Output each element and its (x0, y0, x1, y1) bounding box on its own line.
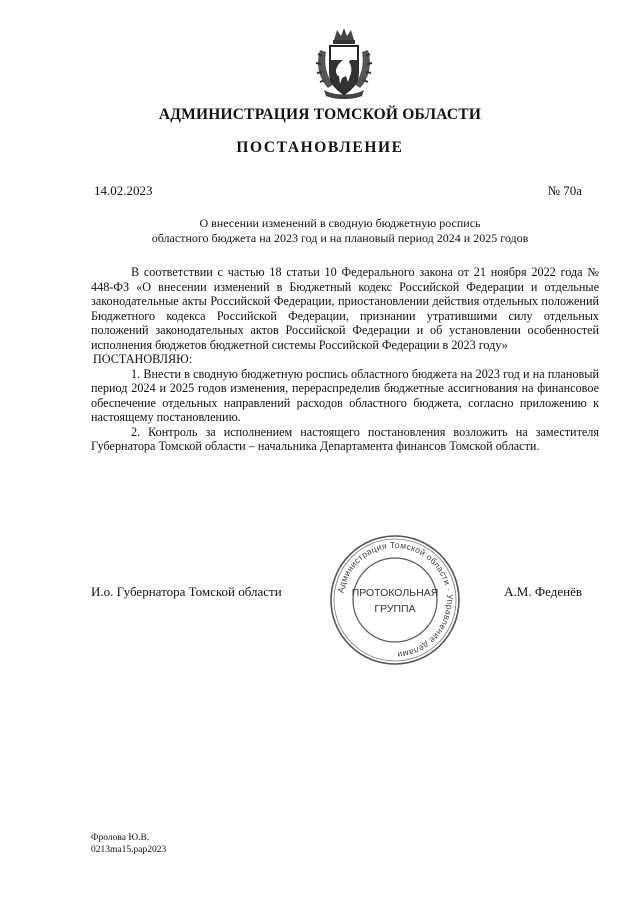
subject-line: областного бюджета на 2023 год и на плановый период 2024 и 2025 годов (151, 231, 529, 245)
order-item-1: 1. Внести в сводную бюджетную роспись областного бюджета на 2023 год и на плановый период 2024 и 2025 годов изменения, перераспределив бюджетные ассигнования на финансовое обеспечение отдельных направлений расходов областного бюджета, согласно приложению к настоящему постановлению. (91, 366, 599, 424)
file-reference: 0213ma15.рар2023 (91, 845, 167, 855)
footer (91, 832, 166, 856)
executor-name: Фролова Ю.В. (91, 833, 150, 843)
stamp-center-line-2: ГРУППА (374, 603, 416, 615)
preamble-paragraph: В соответствии с частью 18 статьи 10 Федерального закона от 21 ноября 2022 года № 448-ФЗ «О внесении изменений в Бюджетный кодекс Российской Федерации и отдельные законодательные акты Российской Федерации, приостановлении действия отдельных положений Бюджетного кодекса Российской Федерации, признании утратившими силу отдельных положений законодательных актов Российской Федерации и об установлении особенностей исполнения бюджетов бюджетной системы Российской Федерации в 2023 году» (91, 265, 599, 352)
document-number: № 70а (547, 183, 582, 198)
signatory-position: И.о. Губернатора Томской области (91, 584, 282, 599)
tomsk-region-coat-of-arms-icon (312, 26, 376, 100)
order-item-2: 2. Контроль за исполнением настоящего постановления возложить на заместителя Губернатора Томской области – начальника Департамента финансов Томской области. (91, 424, 599, 453)
resolve-heading: ПОСТАНОВЛЯЮ: (93, 352, 193, 366)
stamp-ring-text: Администрация Томской области · Управление делами (335, 539, 456, 660)
stamp-center-line-1: ПРОТОКОЛЬНАЯ (351, 587, 439, 599)
document-date: 14.02.2023 (94, 183, 153, 198)
document-type-title: ПОСТАНОВЛЕНИЕ (236, 139, 404, 156)
official-stamp (328, 533, 462, 667)
signatory-name: А.М. Феденёв (504, 584, 582, 599)
subject-line: О внесении изменений в сводную бюджетную роспись (199, 216, 481, 230)
organization-title: АДМИНИСТРАЦИЯ ТОМСКОЙ ОБЛАСТИ (158, 106, 482, 123)
document-subject (100, 216, 580, 246)
document-body (91, 265, 599, 454)
